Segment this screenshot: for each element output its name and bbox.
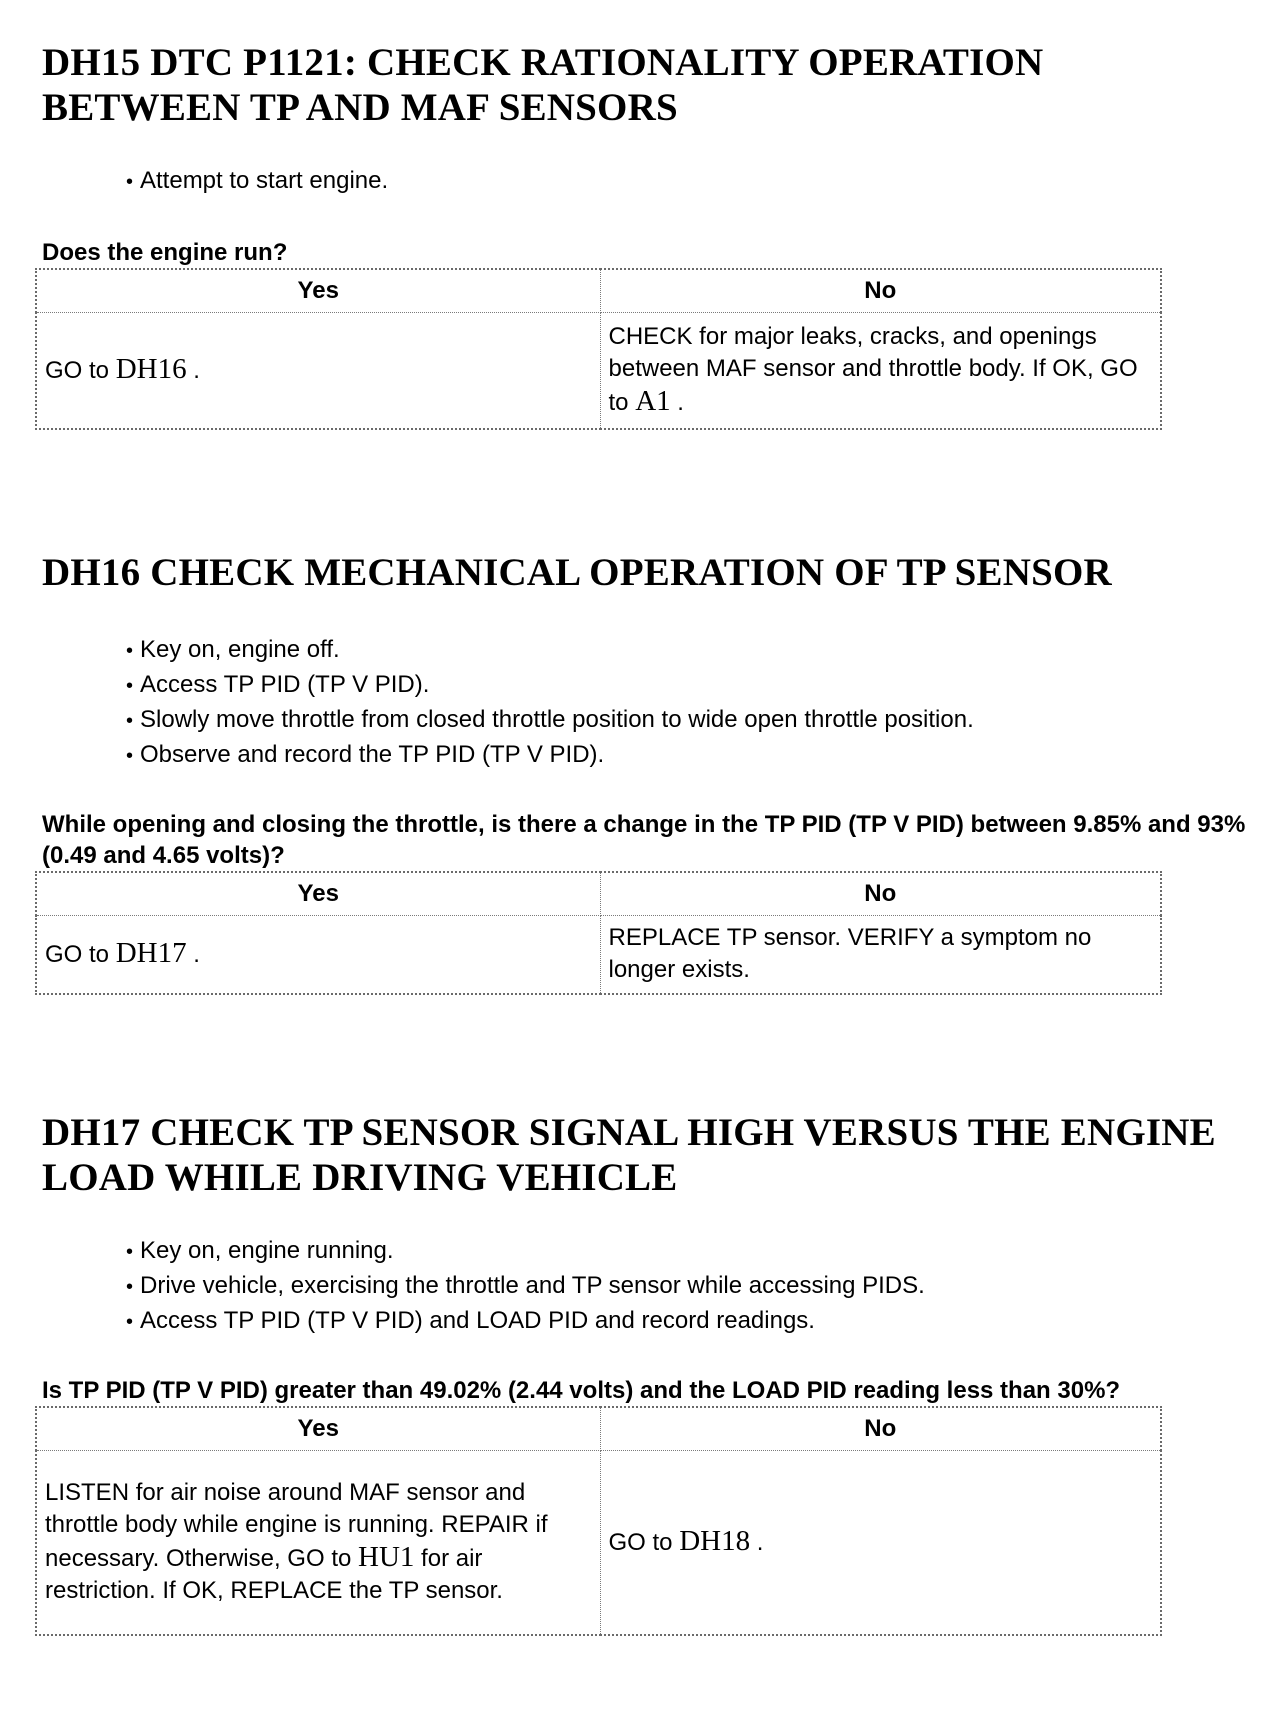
heading-line-1: DH16 CHECK MECHANICAL OPERATION OF TP SENSOR bbox=[42, 551, 1112, 594]
no-text: REPLACE TP sensor. VERIFY a symptom no longer exists. bbox=[608, 924, 1092, 984]
step-item: • Access TP PID (TP V PID). bbox=[126, 668, 1252, 703]
no-cell bbox=[600, 1451, 1161, 1635]
heading-line-2: LOAD WHILE DRIVING VEHICLE bbox=[42, 1156, 678, 1199]
section-heading bbox=[42, 40, 1252, 130]
question: Is TP PID (TP V PID) greater than 49.02% (2.44 volts) and the LOAD PID reading less than 30%? bbox=[42, 1377, 1121, 1404]
yes-cell bbox=[36, 1451, 600, 1635]
yes-text-after: . bbox=[186, 941, 200, 969]
step-item: • Key on, engine off. bbox=[126, 633, 1252, 668]
yes-link-dh16[interactable]: DH16 bbox=[115, 353, 187, 386]
no-header: No bbox=[600, 1407, 1161, 1451]
no-text: GO to bbox=[608, 1529, 673, 1557]
yes-cell bbox=[36, 313, 600, 429]
section-heading bbox=[42, 1110, 1252, 1200]
yes-text: GO to bbox=[45, 357, 110, 385]
yes-header: Yes bbox=[36, 872, 600, 916]
heading-line-1: DH17 CHECK TP SENSOR SIGNAL HIGH VERSUS THE ENGINE bbox=[42, 1111, 1216, 1154]
no-cell bbox=[600, 916, 1161, 994]
yes-header: Yes bbox=[36, 1407, 600, 1451]
section-dh17 bbox=[42, 1110, 1252, 1636]
yes-header: Yes bbox=[36, 269, 600, 313]
no-link-a1[interactable]: A1 bbox=[635, 385, 671, 418]
question: While opening and closing the throttle, is there a change in the TP PID (TP V PID) between 9.85% and 93% (0.49 and 4.65 volts)? bbox=[42, 811, 1246, 869]
step-item: • Key on, engine running. bbox=[126, 1234, 1252, 1269]
step-item: • Observe and record the TP PID (TP V PID). bbox=[126, 738, 1252, 773]
step-list bbox=[42, 164, 1252, 199]
yes-text-after: for air restriction. If OK, REPLACE the TP sensor. bbox=[45, 1545, 503, 1605]
no-link-dh18[interactable]: DH18 bbox=[679, 1525, 751, 1558]
no-text-after: . bbox=[750, 1529, 764, 1557]
step-item: • Attempt to start engine. bbox=[126, 164, 1252, 199]
answer-table bbox=[35, 268, 1162, 430]
no-cell bbox=[600, 313, 1161, 429]
step-list bbox=[42, 633, 1252, 773]
question: Does the engine run? bbox=[42, 239, 288, 266]
yes-cell bbox=[36, 916, 600, 994]
no-text-after: . bbox=[670, 389, 684, 417]
step-item: • Access TP PID (TP V PID) and LOAD PID and record readings. bbox=[126, 1304, 1252, 1339]
yes-text: GO to bbox=[45, 941, 110, 969]
step-list bbox=[42, 1234, 1252, 1339]
step-item: • Drive vehicle, exercising the throttle and TP sensor while accessing PIDS. bbox=[126, 1269, 1252, 1304]
step-item: • Slowly move throttle from closed throttle position to wide open throttle position. bbox=[126, 703, 1252, 738]
no-text: CHECK for major leaks, cracks, and openings between MAF sensor and throttle body. If OK, GO to bbox=[608, 323, 1138, 417]
no-header: No bbox=[600, 872, 1161, 916]
yes-text: LISTEN for air noise around MAF sensor and throttle body while engine is running. REPAIR if necessary. Otherwise, GO to bbox=[45, 1479, 548, 1573]
answer-table bbox=[35, 871, 1162, 995]
no-header: No bbox=[600, 269, 1161, 313]
heading-line-1: DH15 DTC P1121: CHECK RATIONALITY OPERATION bbox=[42, 41, 1044, 84]
section-dh16 bbox=[42, 550, 1252, 995]
yes-link-hu1[interactable]: HU1 bbox=[358, 1541, 415, 1574]
heading-line-2: BETWEEN TP AND MAF SENSORS bbox=[42, 86, 678, 129]
yes-text-after: . bbox=[186, 357, 200, 385]
yes-link-dh17[interactable]: DH17 bbox=[115, 937, 187, 970]
answer-table bbox=[35, 1406, 1162, 1636]
section-heading bbox=[42, 550, 1252, 595]
section-dh15 bbox=[42, 40, 1252, 430]
